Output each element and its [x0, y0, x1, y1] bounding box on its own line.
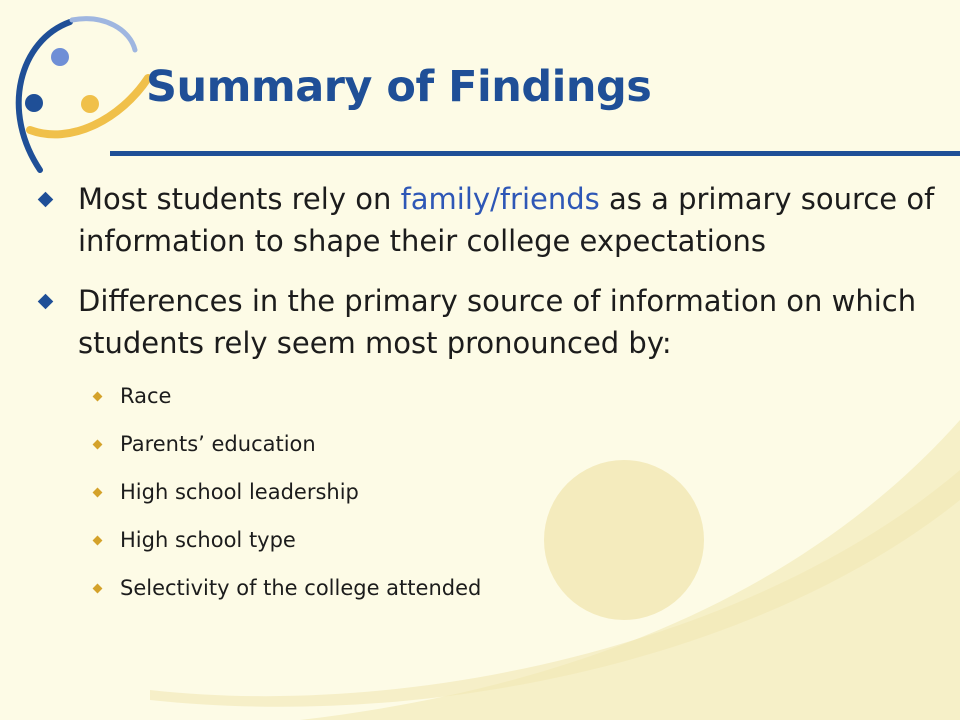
sub-bullet-parents-education	[82, 430, 938, 478]
diamond-bullet-icon	[93, 440, 103, 450]
sub-bullet-school-type	[82, 526, 938, 574]
sub-bullet-label: High school leadership	[120, 480, 359, 504]
slide-body	[38, 178, 938, 622]
bullet-text: Differences in the primary source of information on which students rely seem most pronounced by:	[78, 284, 917, 360]
bullet-text-before: Most students rely on	[78, 182, 401, 216]
sub-bullet-selectivity	[82, 574, 938, 622]
diamond-bullet-icon	[38, 294, 54, 310]
title-underline	[110, 151, 960, 156]
logo-arc-dots-icon	[19, 19, 148, 170]
diamond-bullet-icon	[93, 584, 103, 594]
diamond-bullet-icon	[93, 536, 103, 546]
sub-bullet-race	[82, 382, 938, 430]
sub-bullet-label: Race	[120, 384, 172, 408]
sub-bullet-list	[38, 382, 938, 622]
bullet-differences	[38, 280, 938, 364]
bullet-text-after: as a primary source of information to shape their college expectations	[78, 182, 935, 258]
sub-bullet-leadership	[82, 478, 938, 526]
slide-title: Summary of Findings	[146, 62, 652, 112]
sub-bullet-label: Selectivity of the college attended	[120, 576, 482, 600]
bullet-highlight-family-friends: family/friends	[400, 182, 600, 216]
sub-bullet-label: High school type	[120, 528, 296, 552]
diamond-bullet-icon	[93, 392, 103, 402]
diamond-bullet-icon	[38, 192, 54, 208]
sub-bullet-label: Parents’ education	[120, 432, 316, 456]
diamond-bullet-icon	[93, 488, 103, 498]
bullet-primary-source	[38, 178, 938, 262]
